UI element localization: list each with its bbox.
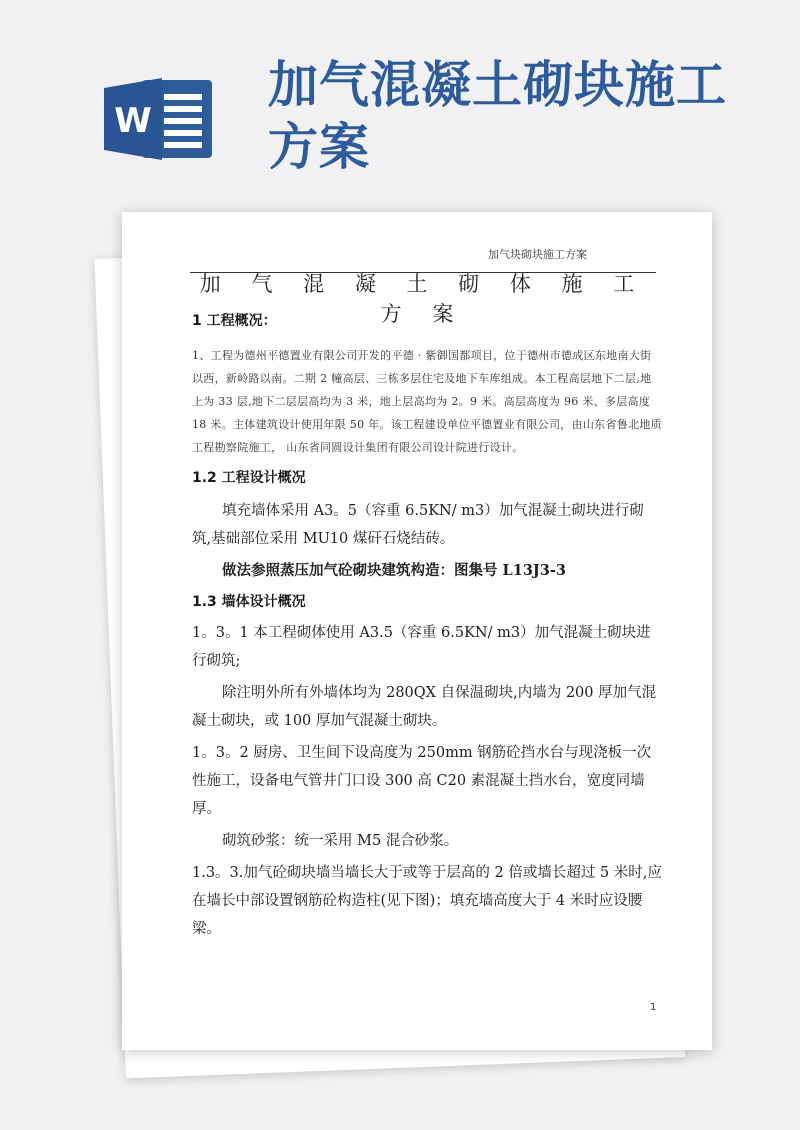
section-heading-1-2: 1.2 工程设计概况 [192, 470, 306, 486]
svg-text:W: W [114, 101, 152, 141]
document-page [122, 212, 712, 1050]
document-body [192, 310, 662, 943]
section-1-text: 1、工程为德州平德置业有限公司开发的平德 · 紫御国都项目，位于德州市德成区东地南大街以西，新岭路以南。二期 2 幢高层、三栋多层住宅及地下车库组成。本工程高层地下二层,地上为 33 层,地下二层层高均为 3 米，地上层高均为 2。9 米。高层高度为 96 米、多层高度 18 米。主体建筑设计使用年限 50 年。该工程建设单位平德置业有限公司，由山东省鲁北地质工程勘察院施工， 山东省同圆设计集团有限公司设计院进行设计。 [192, 349, 662, 454]
page-number: 1 [650, 1002, 657, 1013]
banner-title: 加气混凝土砌块施工方案 [268, 56, 727, 176]
section-1-3-paragraph-5: 1.3。3.加气砼砌块墙当墙长大于或等于层高的 2 倍或墙长超过 5 米时,应在墙长中部设置钢筋砼构造柱(见下图)；填充墙高度大于 4 米时应设腰梁。 [192, 865, 662, 937]
word-document-icon [102, 78, 214, 160]
section-1-2-paragraph-2: 做法参照蒸压加气砼砌块建筑构造：图集号 L13J3-3 [222, 562, 566, 579]
section-1-2-paragraph-1: 填充墙体采用 A3。5（容重 6.5KN/ m3）加气混凝土砌块进行砌筑,基础部位采用 MU10 煤矸石烧结砖。 [192, 503, 644, 547]
section-heading-1: 1 工程概况： [192, 313, 277, 329]
running-header: 加气块砌块施工方案 [488, 248, 587, 261]
section-heading-1-3: 1.3 墙体设计概况 [192, 594, 306, 610]
section-1-3-paragraph-1: 1。3。1 本工程砌体使用 A3.5（容重 6.5KN/ m3）加气混凝土砌块进行砌筑; [192, 625, 651, 669]
section-1-3-paragraph-2: 除注明外所有外墙体均为 280QX 自保温砌块,内墙为 200 厚加气混凝土砌块，或 100 厚加气混凝土砌块。 [192, 685, 657, 729]
document-title: 加 气 混 凝 土 砌 体 施 工 方 案 [199, 272, 647, 326]
section-1-3-paragraph-4: 砌筑砂浆：统一采用 M5 混合砂浆。 [222, 833, 459, 849]
section-1-3-paragraph-3: 1。3。2 厨房、卫生间下设高度为 250mm 钢筋砼挡水台与现浇板一次性施工，设备电气管井门口设 300 高 C20 素混凝土挡水台，宽度同墙厚。 [192, 745, 652, 817]
